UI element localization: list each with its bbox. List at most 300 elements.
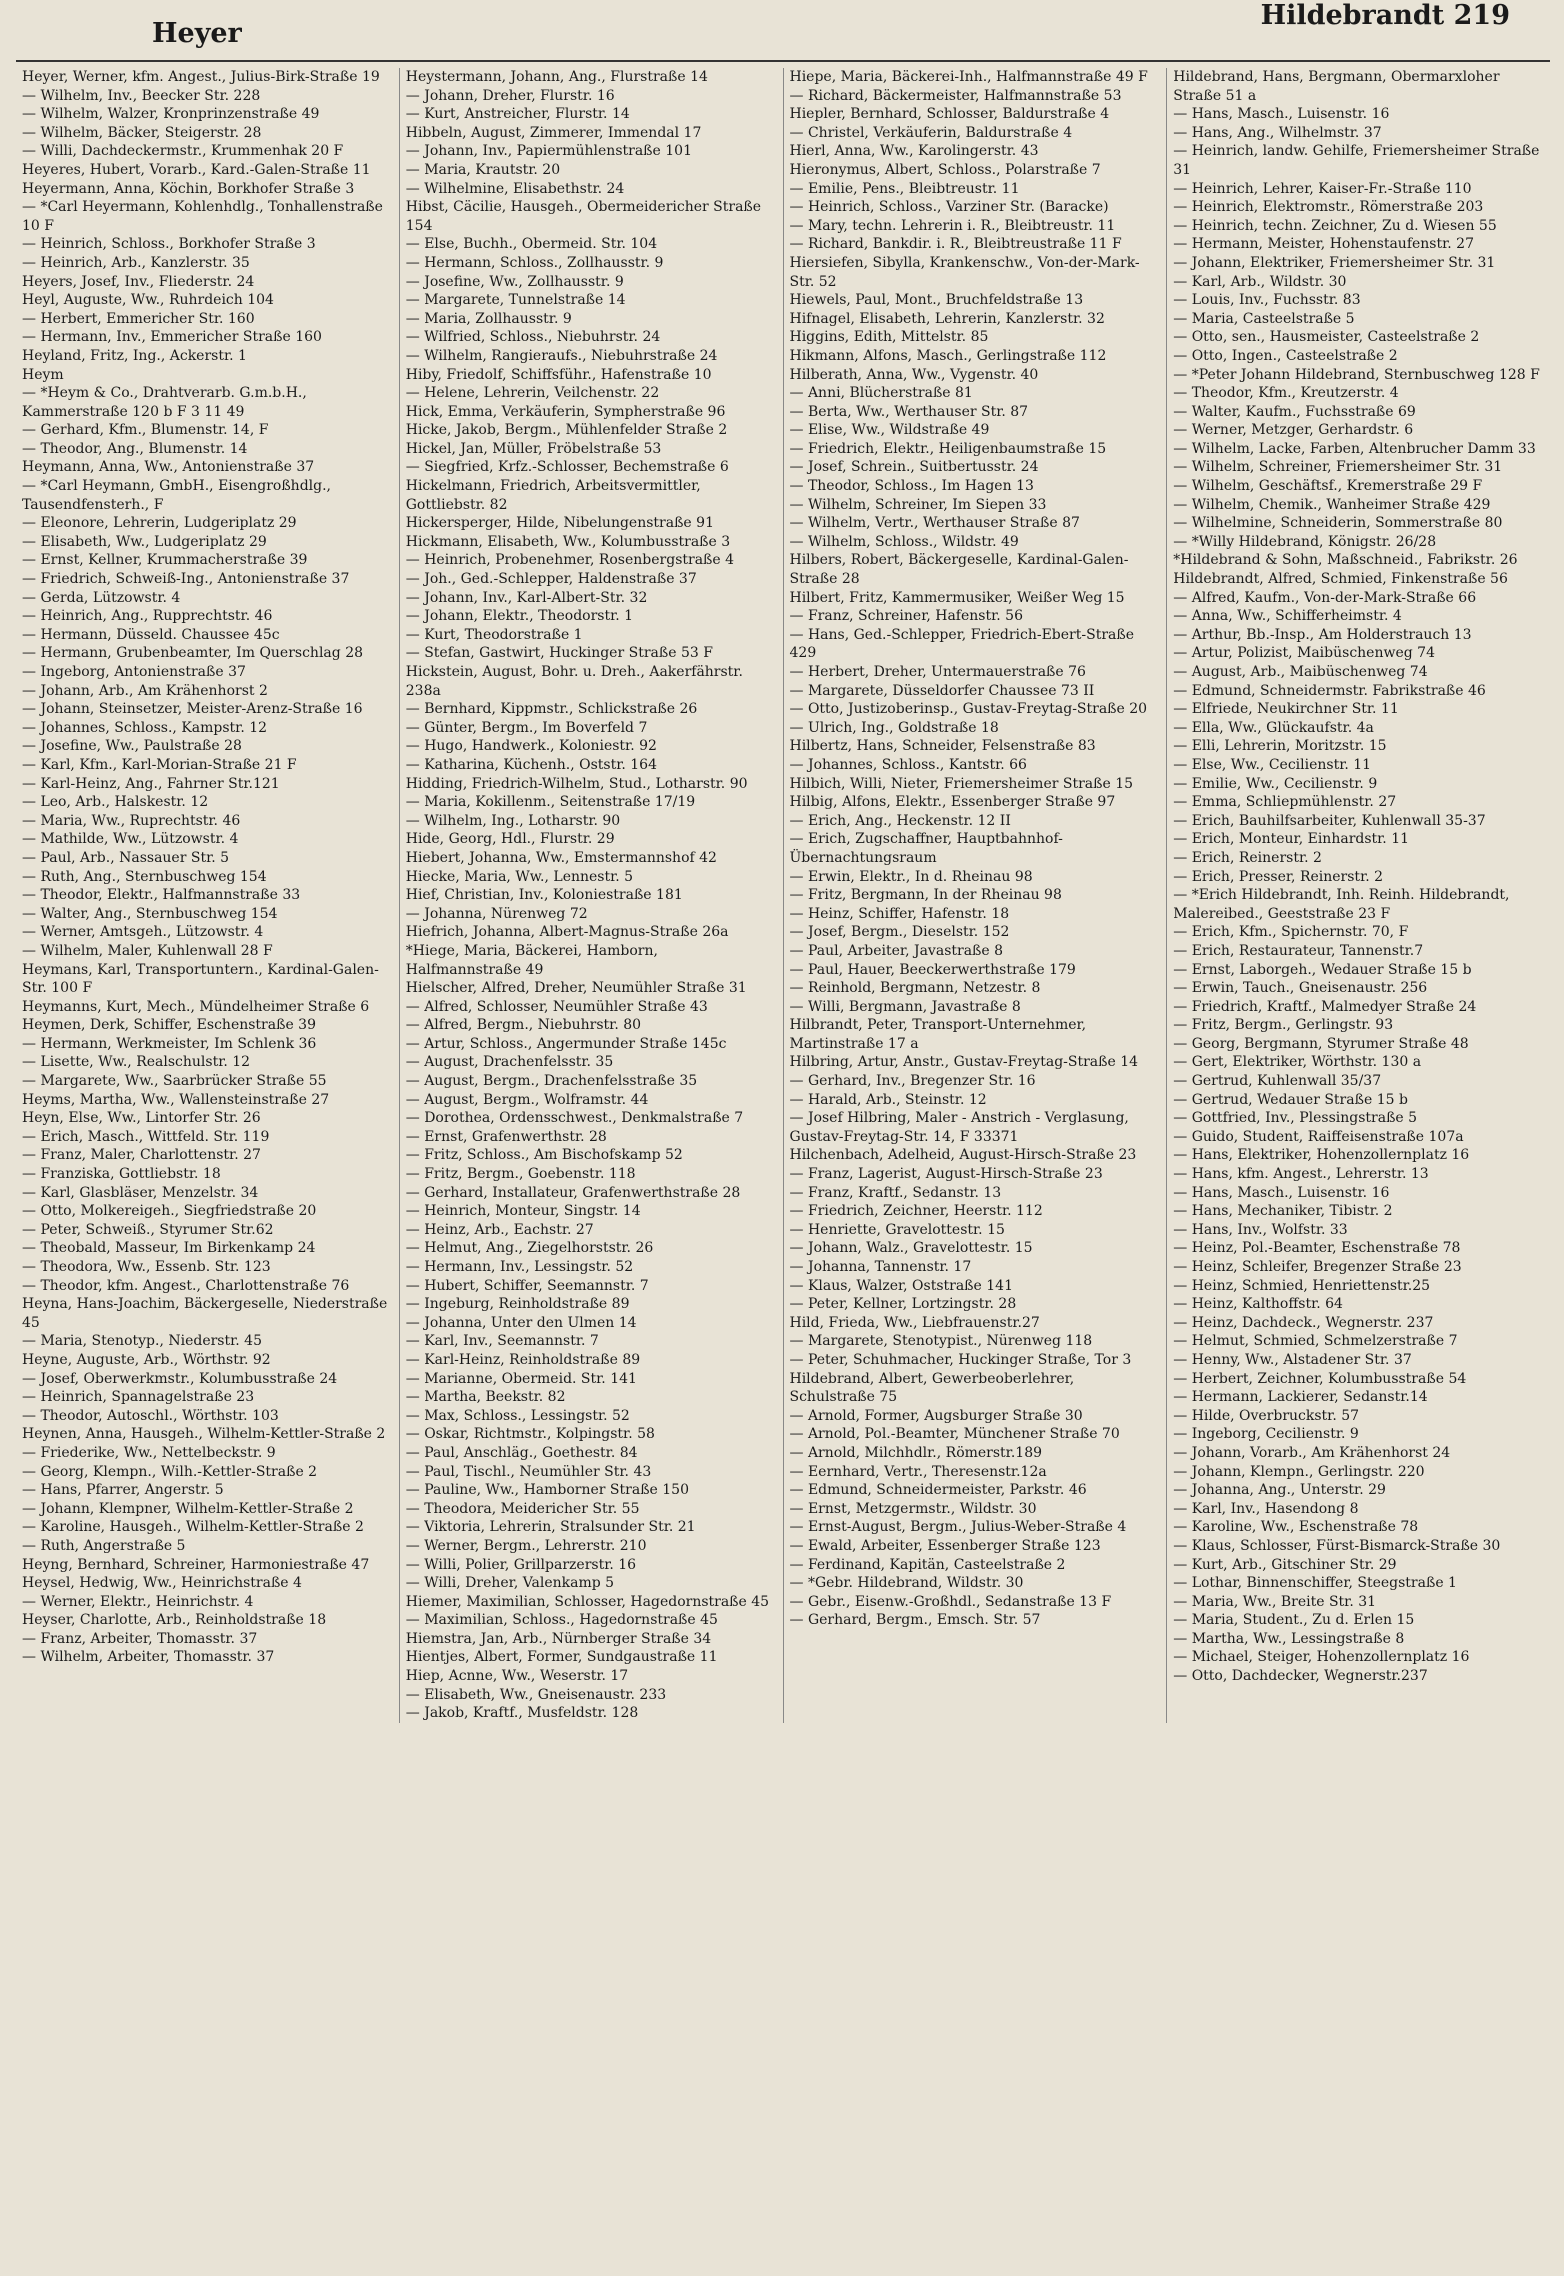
directory-entry: — Hans, Inv., Wolfstr. 33 xyxy=(1173,1221,1348,1238)
directory-entry: — Hubert, Schiffer, Seemannstr. 7 xyxy=(405,1277,649,1294)
directory-entry: — Wilhelm, Lacke, Farben, Altenbrucher Damm 33 xyxy=(1173,440,1536,457)
directory-entry: — Alfred, Schlosser, Neumühler Straße 43 xyxy=(405,998,708,1015)
directory-entry: — Wilhelm, Arbeiter, Thomasstr. 37 xyxy=(22,1649,275,1666)
directory-entry: — *Carl Heyermann, Kohlenhdlg., Tonhallenstraße 10 F xyxy=(22,199,383,234)
directory-entry: — Friedrich, Kraftf., Malmedyer Straße 24 xyxy=(1173,998,1477,1015)
directory-entry: — Hugo, Handwerk., Koloniestr. 92 xyxy=(405,738,657,755)
directory-entry: — Pauline, Ww., Hamborner Straße 150 xyxy=(405,1482,689,1499)
directory-entry: Hilberath, Anna, Ww., Vygenstr. 40 xyxy=(789,366,1039,383)
directory-entry: — Ruth, Ang., Sternbuschweg 154 xyxy=(22,868,267,885)
directory-entry: — Karl, Inv., Hasendong 8 xyxy=(1173,1500,1359,1517)
directory-entry: — Willi, Polier, Grillparzerstr. 16 xyxy=(405,1556,637,1573)
directory-entry: — Heinrich, Monteur, Singstr. 14 xyxy=(405,1203,641,1220)
directory-entry: — Heinz, Pol.-Beamter, Eschenstraße 78 xyxy=(1173,1240,1461,1257)
directory-entry: — Margarete, Stenotypist., Nürenweg 118 xyxy=(789,1333,1093,1350)
directory-entry: — Karl, Kfm., Karl-Morian-Straße 21 F xyxy=(22,756,297,773)
directory-entry: Heym xyxy=(22,366,64,383)
directory-entry: Hildebrand, Albert, Gewerbeoberlehrer, Schulstraße 75 xyxy=(789,1370,1075,1406)
directory-entry: — Johann, Elektr., Theodorstr. 1 xyxy=(405,608,634,625)
directory-entry: — Theodor, Ang., Blumenstr. 14 xyxy=(22,440,248,457)
directory-entry: — Erich, Restaurateur, Tannenstr.7 xyxy=(1173,942,1424,959)
directory-entry: — Theodora, Ww., Essenb. Str. 123 xyxy=(22,1259,271,1275)
directory-entry: — Fritz, Bergm., Goebenstr. 118 xyxy=(405,1166,636,1183)
directory-entry: Hilbert, Fritz, Kammermusiker, Weißer Weg 15 xyxy=(789,589,1125,606)
directory-entry: Hicke, Jakob, Bergm., Mühlenfelder Straße 2 xyxy=(405,422,728,439)
directory-entry: — Franz, Maler, Charlottenstr. 27 xyxy=(22,1147,261,1164)
directory-entry: — Johann, Klempner, Wilhelm-Kettler-Straße 2 xyxy=(22,1500,354,1517)
directory-entry: Heyng, Bernhard, Schreiner, Harmoniestraße 47 xyxy=(22,1556,370,1573)
directory-entry: — Johann, Elektriker, Friemersheimer Str. 31 xyxy=(1173,254,1496,271)
directory-entry: Hiecke, Maria, Ww., Lennestr. 5 xyxy=(405,868,634,885)
directory-entry: — Erwin, Elektr., In d. Rheinau 98 xyxy=(789,868,1033,885)
directory-entry: — Richard, Bäckermeister, Halfmannstraße 53 xyxy=(789,87,1122,104)
directory-entry: — Hans, kfm. Angest., Lehrerstr. 13 xyxy=(1173,1166,1429,1183)
directory-entry: — Berta, Ww., Werthauser Str. 87 xyxy=(789,403,1029,420)
directory-entry: — Arnold, Former, Augsburger Straße 30 xyxy=(789,1407,1083,1424)
directory-entry: Heyeres, Hubert, Vorarb., Kard.-Galen-Straße 11 xyxy=(22,161,371,178)
page-header xyxy=(16,0,1550,62)
directory-entry: — Oskar, Richtmstr., Kolpingstr. 58 xyxy=(405,1426,655,1443)
directory-entry: Hiemstra, Jan, Arb., Nürnberger Straße 34 xyxy=(405,1630,712,1647)
directory-entry: — Ernst, Kellner, Krummacherstraße 39 xyxy=(22,552,308,569)
directory-entry: *Hiege, Maria, Bäckerei, Hamborn, Halfmannstraße 49 xyxy=(405,942,658,978)
directory-entry: — Maria, Ww., Ruprechtstr. 46 xyxy=(22,812,241,829)
directory-entry: — Klaus, Schlosser, Fürst-Bismarck-Straße 30 xyxy=(1173,1537,1501,1554)
directory-entry: Heyer, Werner, kfm. Angest., Julius-Birk-Straße 19 xyxy=(22,69,380,85)
directory-entry: — Wilhelmine, Elisabethstr. 24 xyxy=(405,180,625,197)
directory-entry: Hiebert, Johanna, Ww., Emstermannshof 42 xyxy=(405,849,717,866)
directory-entry: — Friedrich, Elektr., Heiligenbaumstraße 15 xyxy=(789,440,1107,457)
directory-entry: — Karoline, Hausgeh., Wilhelm-Kettler-Straße 2 xyxy=(22,1519,364,1536)
directory-entry: Heyermann, Anna, Köchin, Borkhofer Straße 3 xyxy=(22,180,355,197)
directory-entry: — Theodor, Kfm., Kreutzerstr. 4 xyxy=(1173,385,1399,402)
directory-entry: — Paul, Arb., Nassauer Str. 5 xyxy=(22,849,230,866)
directory-entry: — Ernst, Laborgeh., Wedauer Straße 15 b xyxy=(1173,961,1472,978)
column-4 xyxy=(1166,68,1550,1723)
directory-entry: — Hermann, Inv., Emmericher Straße 160 xyxy=(22,329,322,346)
directory-entry: — Erich, Reinerstr. 2 xyxy=(1173,849,1322,866)
directory-entry: — Johanna, Tannenstr. 17 xyxy=(789,1259,972,1275)
directory-entry: — Karl-Heinz, Ang., Fahrner Str.121 xyxy=(22,775,280,792)
directory-entry: — Willi, Dreher, Valenkamp 5 xyxy=(405,1575,615,1592)
directory-entry: — Eernhard, Vertr., Theresenstr.12a xyxy=(789,1463,1047,1480)
directory-entry: — Fritz, Bergm., Gerlingstr. 93 xyxy=(1173,1017,1394,1034)
column-1 xyxy=(16,68,399,1723)
directory-entry: — Edmund, Schneidermeister, Parkstr. 46 xyxy=(789,1482,1087,1499)
directory-entry: — Erich, Presser, Reinerstr. 2 xyxy=(1173,868,1384,885)
directory-entry: — Helene, Lehrerin, Veilchenstr. 22 xyxy=(405,385,660,402)
directory-entry: — Hans, Masch., Luisenstr. 16 xyxy=(1173,106,1390,123)
directory-entry: — Friedrich, Schweiß-Ing., Antonienstraße 37 xyxy=(22,571,350,588)
directory-entry: Hilbig, Alfons, Elektr., Essenberger Straße 97 xyxy=(789,794,1116,811)
directory-entry: — Johann, Dreher, Flurstr. 16 xyxy=(405,87,615,104)
directory-entry: — Marianne, Obermeid. Str. 141 xyxy=(405,1370,637,1387)
directory-entry: — Wilhelm, Schreiner, Im Siepen 33 xyxy=(789,496,1047,513)
directory-entry: — Harald, Arb., Steinstr. 12 xyxy=(789,1091,987,1108)
directory-entry: — Franz, Arbeiter, Thomasstr. 37 xyxy=(22,1630,258,1647)
directory-entry: — Margarete, Tunnelstraße 14 xyxy=(405,292,626,309)
directory-entry: — Johann, Inv., Papiermühlenstraße 101 xyxy=(405,143,692,160)
directory-entry: — Kurt, Arb., Gitschiner Str. 29 xyxy=(1173,1556,1397,1573)
directory-entry: — Maria, Student., Zu d. Erlen 15 xyxy=(1173,1612,1415,1629)
directory-entry: — Gottfried, Inv., Plessingstraße 5 xyxy=(1173,1110,1418,1127)
directory-entry: — Emilie, Ww., Cecilienstr. 9 xyxy=(1173,775,1378,792)
directory-entry: — Dorothea, Ordensschwest., Denkmalstraße 7 xyxy=(405,1110,744,1127)
directory-entry: — Peter, Schuhmacher, Huckinger Straße, Tor 3 xyxy=(789,1351,1132,1368)
directory-entry: — Herbert, Zeichner, Kolumbusstraße 54 xyxy=(1173,1370,1467,1387)
directory-entry: — Wilhelmine, Schneiderin, Sommerstraße 80 xyxy=(1173,515,1503,532)
directory-entry: — *Peter Johann Hildebrand, Sternbuschweg 128 F xyxy=(1173,366,1540,383)
directory-entry: — Herbert, Dreher, Untermauerstraße 76 xyxy=(789,664,1086,680)
directory-entry: — Erich, Monteur, Einhardstr. 11 xyxy=(1173,831,1410,848)
directory-entry: — Friedrich, Zeichner, Heerstr. 112 xyxy=(789,1203,1043,1220)
directory-entry: — Helmut, Ang., Ziegelhorststr. 26 xyxy=(405,1240,654,1257)
directory-entry: — Heinrich, Probenehmer, Rosenbergstraße 4 xyxy=(405,552,735,569)
directory-entry: — Ernst, Grafenwerthstr. 28 xyxy=(405,1128,607,1145)
directory-entry: — Hans, Ged.-Schlepper, Friedrich-Ebert-Straße 429 xyxy=(789,626,1134,662)
directory-entry: — Paul, Hauer, Beeckerwerthstraße 179 xyxy=(789,961,1076,978)
directory-entry: — Theodor, kfm. Angest., Charlottenstraße 76 xyxy=(22,1277,350,1294)
directory-entry: — Hans, Masch., Luisenstr. 16 xyxy=(1173,1184,1390,1201)
directory-entry: — Johannes, Schloss., Kampstr. 12 xyxy=(22,719,268,736)
directory-entry: — Edmund, Schneidermstr. Fabrikstraße 46 xyxy=(1173,682,1486,699)
directory-entry: — Kurt, Anstreicher, Flurstr. 14 xyxy=(405,106,630,123)
column-2 xyxy=(399,68,783,1723)
directory-entry: — Theodor, Autoschl., Wörthstr. 103 xyxy=(22,1407,279,1424)
directory-entry: — Günter, Bergm., Im Boverfeld 7 xyxy=(405,719,648,736)
directory-entry: — Ingeburg, Reinholdstraße 89 xyxy=(405,1296,630,1313)
directory-entry: Hiefrich, Johanna, Albert-Magnus-Straße 26a xyxy=(405,924,729,941)
directory-entry: — Josefine, Ww., Paulstraße 28 xyxy=(22,738,242,755)
directory-entry: — Johannes, Schloss., Kantstr. 66 xyxy=(789,756,1027,773)
columns xyxy=(16,68,1550,1723)
directory-entry: — Mathilde, Ww., Lützowstr. 4 xyxy=(22,831,239,848)
directory-entry: — Otto, Molkereigeh., Siegfriedstraße 20 xyxy=(22,1203,317,1220)
directory-entry: Heyn, Else, Ww., Lintorfer Str. 26 xyxy=(22,1110,261,1127)
directory-entry: — Maria, Krautstr. 20 xyxy=(405,161,561,178)
directory-entry: — Heinz, Schmied, Henriettenstr.25 xyxy=(1173,1277,1431,1294)
directory-entry: — Franziska, Gottliebstr. 18 xyxy=(22,1166,221,1183)
directory-entry: — Wilhelm, Bäcker, Steigerstr. 28 xyxy=(22,124,262,141)
directory-entry: Heynen, Anna, Hausgeh., Wilhelm-Kettler-Straße 2 xyxy=(22,1426,386,1443)
directory-entry: — Alfred, Bergm., Niebuhrstr. 80 xyxy=(405,1017,642,1034)
directory-entry: — Erich, Zugschaffner, Hauptbahnhof-Übernachtungsraum xyxy=(789,831,1063,866)
directory-entry: — Johann, Steinsetzer, Meister-Arenz-Straße 16 xyxy=(22,701,363,718)
directory-entry: — Wilfried, Schloss., Niebuhrstr. 24 xyxy=(405,329,661,346)
directory-entry: — Josef, Schrein., Suitbertusstr. 24 xyxy=(789,459,1039,476)
directory-entry: — Stefan, Gastwirt, Huckinger Straße 53 F xyxy=(405,645,713,662)
directory-entry: — Heinz, Schiffer, Hafenstr. 18 xyxy=(789,905,1010,922)
directory-entry: Hickmann, Elisabeth, Ww., Kolumbusstraße 3 xyxy=(405,533,731,550)
directory-entry: — Emma, Schliepmühlenstr. 27 xyxy=(1173,794,1397,811)
directory-entry: — Heinrich, Schloss., Varziner Str. (Baracke) xyxy=(789,199,1109,216)
directory-entry: Heystermann, Johann, Ang., Flurstraße 14 xyxy=(405,69,708,85)
directory-entry: — Heinrich, Arb., Kanzlerstr. 35 xyxy=(22,254,250,271)
directory-entry: — Ingeborg, Cecilienstr. 9 xyxy=(1173,1426,1359,1443)
directory-entry: Hickersperger, Hilde, Nibelungenstraße 91 xyxy=(405,515,714,532)
directory-entry: — Hans, Ang., Wilhelmstr. 37 xyxy=(1173,124,1382,141)
directory-entry: Heyms, Martha, Ww., Wallensteinstraße 27 xyxy=(22,1091,330,1108)
directory-entry: Hiemer, Maximilian, Schlosser, Hagedornstraße 45 xyxy=(405,1593,770,1610)
directory-entry: — Anna, Ww., Schifferheimstr. 4 xyxy=(1173,608,1402,625)
directory-entry: — Johanna, Unter den Ulmen 14 xyxy=(405,1314,637,1331)
directory-entry: — Erich, Masch., Wittfeld. Str. 119 xyxy=(22,1128,270,1145)
directory-entry: — Henriette, Gravelottestr. 15 xyxy=(789,1221,1005,1238)
directory-entry: — Elli, Lehrerin, Moritzstr. 15 xyxy=(1173,738,1387,755)
directory-entry: — Artur, Schloss., Angermunder Straße 145c xyxy=(405,1035,727,1052)
directory-entry: — Otto, Dachdecker, Wegnerstr.237 xyxy=(1173,1668,1428,1685)
directory-entry: — Gerhard, Installateur, Grafenwerthstraße 28 xyxy=(405,1184,741,1201)
directory-entry: — Ingeborg, Antonienstraße 37 xyxy=(22,664,246,680)
directory-entry: — Paul, Tischl., Neumühler Str. 43 xyxy=(405,1463,652,1480)
directory-entry: — Elisabeth, Ww., Ludgeriplatz 29 xyxy=(22,533,267,550)
directory-entry: — Ruth, Angerstraße 5 xyxy=(22,1537,186,1554)
directory-entry: — August, Drachenfelsstr. 35 xyxy=(405,1054,614,1071)
directory-entry: Hide, Georg, Hdl., Flurstr. 29 xyxy=(405,831,615,848)
directory-entry: — Wilhelm, Vertr., Werthauser Straße 87 xyxy=(789,515,1080,532)
directory-entry: — Anni, Blücherstraße 81 xyxy=(789,385,973,402)
directory-entry: — Wilhelm, Ing., Lotharstr. 90 xyxy=(405,812,621,829)
directory-entry: — Paul, Anschläg., Goethestr. 84 xyxy=(405,1444,638,1461)
directory-entry: — Erich, Ang., Heckenstr. 12 II xyxy=(789,812,1011,829)
directory-entry: — Hermann, Meister, Hohenstaufenstr. 27 xyxy=(1173,236,1474,253)
directory-entry: — Gert, Elektriker, Wörthstr. 130 a xyxy=(1173,1054,1422,1071)
directory-entry: Heymen, Derk, Schiffer, Eschenstraße 39 xyxy=(22,1017,316,1034)
directory-entry: Hild, Frieda, Ww., Liebfrauenstr.27 xyxy=(789,1314,1040,1331)
directory-entry: — Margarete, Düsseldorfer Chaussee 73 II xyxy=(789,682,1095,699)
directory-entry: — Werner, Elektr., Heinrichstr. 4 xyxy=(22,1593,254,1610)
directory-entry: — Maria, Kokillenm., Seitenstraße 17/19 xyxy=(405,794,696,811)
directory-entry: Hiersiefen, Sibylla, Krankenschw., Von-der-Mark-Str. 52 xyxy=(789,254,1140,290)
directory-entry: — Paul, Arbeiter, Javastraße 8 xyxy=(789,942,1004,959)
directory-entry: — Mary, techn. Lehrerin i. R., Bleibtreustr. 11 xyxy=(789,217,1116,234)
directory-entry: — Hilde, Overbruckstr. 57 xyxy=(1173,1407,1360,1424)
directory-entry: — Theobald, Masseur, Im Birkenkamp 24 xyxy=(22,1240,316,1257)
column-3 xyxy=(783,68,1167,1723)
directory-entry: — Gerda, Lützowstr. 4 xyxy=(22,589,181,606)
directory-entry: *Hildebrand & Sohn, Maßschneid., Fabrikstr. 26 xyxy=(1173,552,1518,569)
directory-entry: — Peter, Schweiß., Styrumer Str.62 xyxy=(22,1221,274,1238)
directory-entry: — Else, Ww., Cecilienstr. 11 xyxy=(1173,756,1372,773)
directory-entry: — Bernhard, Kippmstr., Schlickstraße 26 xyxy=(405,701,698,718)
directory-entry: — Ferdinand, Kapitän, Casteelstraße 2 xyxy=(789,1556,1066,1573)
directory-entry: — Ewald, Arbeiter, Essenberger Straße 123 xyxy=(789,1537,1101,1554)
directory-entry: — Arthur, Bb.-Insp., Am Holderstrauch 13 xyxy=(1173,626,1472,643)
directory-entry: — Fritz, Schloss., Am Bischofskamp 52 xyxy=(405,1147,683,1164)
directory-entry: — Joh., Ged.-Schlepper, Haldenstraße 37 xyxy=(405,571,697,588)
directory-entry: — Gertrud, Wedauer Straße 15 b xyxy=(1173,1091,1408,1108)
directory-entry: — Reinhold, Bergmann, Netzestr. 8 xyxy=(789,980,1041,997)
directory-entry: — Karl-Heinz, Reinholdstraße 89 xyxy=(405,1351,641,1368)
directory-entry: — Ulrich, Ing., Goldstraße 18 xyxy=(789,719,999,736)
directory-entry: — Hermann, Schloss., Zollhausstr. 9 xyxy=(405,254,664,271)
directory-entry: Higgins, Edith, Mittelstr. 85 xyxy=(789,329,989,346)
directory-entry: Hielscher, Alfred, Dreher, Neumühler Straße 31 xyxy=(405,980,747,997)
directory-entry: Hidding, Friedrich-Wilhelm, Stud., Lotharstr. 90 xyxy=(405,775,748,792)
directory-entry: — August, Bergm., Wolframstr. 44 xyxy=(405,1091,649,1108)
directory-entry: Hildebrandt, Alfred, Schmied, Finkenstraße 56 xyxy=(1173,571,1508,588)
directory-entry: — Gerhard, Kfm., Blumenstr. 14, F xyxy=(22,422,269,439)
directory-entry: — Theodora, Meidericher Str. 55 xyxy=(405,1500,640,1517)
directory-entry: — Johann, Inv., Karl-Albert-Str. 32 xyxy=(405,589,648,606)
directory-entry: — Fritz, Bergmann, In der Rheinau 98 xyxy=(789,887,1062,904)
directory-entry: — *Erich Hildebrandt, Inh. Reinh. Hildebrandt, Malereibed., Geeststraße 23 F xyxy=(1173,887,1510,922)
directory-entry: — Hans, Mechaniker, Tibistr. 2 xyxy=(1173,1203,1393,1220)
directory-entry: — Hermann, Lackierer, Sedanstr.14 xyxy=(1173,1389,1428,1406)
directory-entry: — Leo, Arb., Halskestr. 12 xyxy=(22,794,209,811)
directory-entry: — Josef, Bergm., Dieselstr. 152 xyxy=(789,924,1010,941)
directory-entry: — Hans, Pfarrer, Angerstr. 5 xyxy=(22,1482,224,1499)
directory-entry: Heymann, Anna, Ww., Antonienstraße 37 xyxy=(22,459,315,476)
directory-entry: — Max, Schloss., Lessingstr. 52 xyxy=(405,1407,630,1424)
directory-entry: — Helmut, Schmied, Schmelzerstraße 7 xyxy=(1173,1333,1458,1350)
directory-entry: — Johanna, Nürenweg 72 xyxy=(405,905,588,922)
directory-entry: Heymanns, Kurt, Mech., Mündelheimer Straße 6 xyxy=(22,998,370,1015)
directory-entry: — Elisabeth, Ww., Gneisenaustr. 233 xyxy=(405,1686,667,1703)
directory-entry: — Hermann, Düsseld. Chaussee 45c xyxy=(22,626,280,643)
directory-entry: — Else, Buchh., Obermeid. Str. 104 xyxy=(405,236,658,253)
directory-entry: Hiep, Acnne, Ww., Weserstr. 17 xyxy=(405,1668,629,1685)
directory-entry: — *Carl Heymann, GmbH., Eisengroßhdlg., Tausendfensterh., F xyxy=(22,478,332,513)
directory-entry: Hiewels, Paul, Mont., Bruchfeldstraße 13 xyxy=(789,292,1084,309)
directory-entry: Hibbeln, August, Zimmerer, Immendal 17 xyxy=(405,124,702,141)
directory-entry: Hikmann, Alfons, Masch., Gerlingstraße 112 xyxy=(789,347,1107,364)
directory-entry: — Wilhelm, Chemik., Wanheimer Straße 429 xyxy=(1173,496,1491,513)
directory-entry: — Ernst, Metzgermstr., Wildstr. 30 xyxy=(789,1500,1037,1517)
directory-entry: — Wilhelm, Geschäftsf., Kremerstraße 29 F xyxy=(1173,478,1483,495)
directory-entry: — Heinrich, Schloss., Borkhofer Straße 3 xyxy=(22,236,316,253)
directory-entry: Hibst, Cäcilie, Hausgeh., Obermeidericher Straße 154 xyxy=(405,199,762,234)
directory-entry: — Eleonore, Lehrerin, Ludgeriplatz 29 xyxy=(22,515,297,532)
directory-entry: — Maria, Stenotyp., Niederstr. 45 xyxy=(22,1333,262,1350)
directory-entry: Heyland, Fritz, Ing., Ackerstr. 1 xyxy=(22,347,247,364)
directory-entry: — Johanna, Ang., Unterstr. 29 xyxy=(1173,1482,1386,1499)
directory-entry: — Johann, Arb., Am Krähenhorst 2 xyxy=(22,682,268,699)
directory-entry: — Martha, Beekstr. 82 xyxy=(405,1389,566,1406)
directory-entry: — Maria, Zollhausstr. 9 xyxy=(405,310,572,327)
directory-entry: — Wilhelm, Schloss., Wildstr. 49 xyxy=(789,533,1019,550)
directory-entry: Hiby, Friedolf, Schiffsführ., Hafenstraße 10 xyxy=(405,366,712,383)
directory-entry: — Franz, Schreiner, Hafenstr. 56 xyxy=(789,608,1023,625)
directory-entry: Hilbich, Willi, Nieter, Friemersheimer Straße 15 xyxy=(789,775,1134,792)
directory-entry: — Heinz, Kalthoffstr. 64 xyxy=(1173,1296,1343,1313)
directory-entry: Hieronymus, Albert, Schloss., Polarstraße 7 xyxy=(789,161,1101,178)
directory-entry: — Siegfried, Krfz.-Schlosser, Bechemstraße 6 xyxy=(405,459,729,476)
directory-entry: — Willi, Bergmann, Javastraße 8 xyxy=(789,998,1021,1015)
directory-entry: — Erwin, Tauch., Gneisenaustr. 256 xyxy=(1173,980,1428,997)
directory-entry: — Georg, Klempn., Wilh.-Kettler-Straße 2 xyxy=(22,1463,318,1480)
directory-entry: — Walter, Ang., Sternbuschweg 154 xyxy=(22,905,278,922)
directory-entry: — Josefine, Ww., Zollhausstr. 9 xyxy=(405,273,624,290)
directory-entry: — Heinrich, Elektromstr., Römerstraße 203 xyxy=(1173,199,1484,216)
directory-entry: — Gertrud, Kuhlenwall 35/37 xyxy=(1173,1073,1382,1090)
directory-entry: — Karl, Inv., Seemannstr. 7 xyxy=(405,1333,599,1350)
directory-entry: Hick, Emma, Verkäuferin, Sympherstraße 96 xyxy=(405,403,726,420)
directory-entry: — Viktoria, Lehrerin, Stralsunder Str. 21 xyxy=(405,1519,696,1536)
directory-entry: — Heinrich, Lehrer, Kaiser-Fr.-Straße 110 xyxy=(1173,180,1472,197)
directory-entry: — Karl, Glasbläser, Menzelstr. 34 xyxy=(22,1184,259,1201)
directory-entry: — Werner, Bergm., Lehrerstr. 210 xyxy=(405,1537,647,1554)
directory-entry: — Erich, Bauhilfsarbeiter, Kuhlenwall 35-37 xyxy=(1173,812,1486,829)
directory-entry: Hiepler, Bernhard, Schlosser, Baldurstraße 4 xyxy=(789,106,1110,123)
directory-entry: — Lisette, Ww., Realschulstr. 12 xyxy=(22,1054,251,1071)
directory-entry: Heyna, Hans-Joachim, Bäckergeselle, Niederstraße 45 xyxy=(22,1296,388,1331)
directory-entry: — Hermann, Werkmeister, Im Schlenk 36 xyxy=(22,1035,317,1052)
directory-entry: — August, Arb., Maibüschenweg 74 xyxy=(1173,664,1428,680)
directory-entry: — Kurt, Theodorstraße 1 xyxy=(405,626,583,643)
directory-entry: — Heinz, Arb., Eachstr. 27 xyxy=(405,1221,594,1238)
directory-entry: — Wilhelm, Walzer, Kronprinzenstraße 49 xyxy=(22,106,320,123)
header-left-term: Heyer xyxy=(152,18,242,49)
directory-entry: — Katharina, Küchenh., Oststr. 164 xyxy=(405,756,657,773)
directory-entry: — Herbert, Emmericher Str. 160 xyxy=(22,310,255,327)
directory-entry: — Arnold, Milchhdlr., Römerstr.189 xyxy=(789,1444,1043,1461)
directory-entry: — Ella, Ww., Glückaufstr. 4a xyxy=(1173,719,1374,736)
directory-entry: Heymans, Karl, Transportuntern., Kardinal-Galen-Str. 100 F xyxy=(22,961,379,997)
directory-entry: — Johann, Klempn., Gerlingstr. 220 xyxy=(1173,1463,1425,1480)
directory-entry: Heyser, Charlotte, Arb., Reinholdstraße 18 xyxy=(22,1612,327,1629)
directory-entry: Hiepe, Maria, Bäckerei-Inh., Halfmannstraße 49 F xyxy=(789,69,1148,85)
directory-entry: Heysel, Hedwig, Ww., Heinrichstraße 4 xyxy=(22,1575,302,1592)
directory-entry: — Gerhard, Bergm., Emsch. Str. 57 xyxy=(789,1612,1041,1629)
directory-entry: — Gebr., Eisenw.-Großhdl., Sedanstraße 13 F xyxy=(789,1593,1112,1610)
directory-entry: — *Heym & Co., Drahtverarb. G.m.b.H., Kammerstraße 120 b F 3 11 49 xyxy=(22,385,307,420)
directory-entry: — Guido, Student, Raiffeisenstraße 107a xyxy=(1173,1128,1464,1145)
directory-entry: Hilbrandt, Peter, Transport-Unternehmer, Martinstraße 17 a xyxy=(789,1017,1087,1052)
directory-entry: Hickelmann, Friedrich, Arbeitsvermittler, Gottliebstr. 82 xyxy=(405,478,701,513)
directory-entry: — Peter, Kellner, Lortzingstr. 28 xyxy=(789,1296,1017,1313)
directory-entry: Hilchenbach, Adelheid, August-Hirsch-Straße 23 xyxy=(789,1147,1137,1164)
directory-entry: — Friederike, Ww., Nettelbeckstr. 9 xyxy=(22,1444,276,1461)
directory-entry: — Hermann, Grubenbeamter, Im Querschlag 28 xyxy=(22,645,364,662)
directory-entry: — Artur, Polizist, Maibüschenweg 74 xyxy=(1173,645,1435,662)
directory-entry: — Hans, Elektriker, Hohenzollernplatz 16 xyxy=(1173,1147,1470,1164)
directory-entry: — Hermann, Inv., Lessingstr. 52 xyxy=(405,1259,634,1275)
directory-entry: — Margarete, Ww., Saarbrücker Straße 55 xyxy=(22,1073,327,1090)
directory-entry: — Otto, Justizoberinsp., Gustav-Freytag-Straße 20 xyxy=(789,701,1148,718)
directory-entry: — Gerhard, Inv., Bregenzer Str. 16 xyxy=(789,1073,1036,1090)
directory-entry: — Wilhelm, Rangieraufs., Niebuhrstraße 24 xyxy=(405,347,718,364)
directory-entry: — Christel, Verkäuferin, Baldurstraße 4 xyxy=(789,124,1073,141)
directory-entry: — Otto, sen., Hausmeister, Casteelstraße 2 xyxy=(1173,329,1480,346)
directory-entry: — Werner, Amtsgeh., Lützowstr. 4 xyxy=(22,924,264,941)
directory-entry: — Erich, Kfm., Spichernstr. 70, F xyxy=(1173,924,1409,941)
directory-entry: — Karoline, Ww., Eschenstraße 78 xyxy=(1173,1519,1419,1536)
directory-entry: — Elise, Ww., Wildstraße 49 xyxy=(789,422,990,439)
directory-entry: — Walter, Kaufm., Fuchsstraße 69 xyxy=(1173,403,1416,420)
directory-entry: — *Gebr. Hildebrand, Wildstr. 30 xyxy=(789,1575,1024,1592)
directory-entry: — Wilhelm, Maler, Kuhlenwall 28 F xyxy=(22,942,273,959)
directory-entry: — Heinrich, landw. Gehilfe, Friemersheimer Straße 31 xyxy=(1173,143,1540,178)
directory-entry: — Theodor, Schloss., Im Hagen 13 xyxy=(789,478,1034,495)
directory-entry: — Alfred, Kaufm., Von-der-Mark-Straße 66 xyxy=(1173,589,1477,606)
directory-entry: Hilbertz, Hans, Schneider, Felsenstraße 83 xyxy=(789,738,1096,755)
directory-entry: — Ernst-August, Bergm., Julius-Weber-Straße 4 xyxy=(789,1519,1127,1536)
directory-entry: — Johann, Vorarb., Am Krähenhorst 24 xyxy=(1173,1444,1451,1461)
directory-entry: — Emilie, Pens., Bleibtreustr. 11 xyxy=(789,180,1020,197)
directory-entry: — Maria, Ww., Breite Str. 31 xyxy=(1173,1593,1377,1610)
directory-entry: Heyne, Auguste, Arb., Wörthstr. 92 xyxy=(22,1351,271,1368)
directory-entry: — Heinz, Schleifer, Bregenzer Straße 23 xyxy=(1173,1259,1462,1275)
directory-entry: — Louis, Inv., Fuchsstr. 83 xyxy=(1173,292,1361,309)
directory-entry: — Franz, Kraftf., Sedanstr. 13 xyxy=(789,1184,1002,1201)
directory-entry: — Arnold, Pol.-Beamter, Münchener Straße 70 xyxy=(789,1426,1120,1443)
directory-entry: — Elfriede, Neukirchner Str. 11 xyxy=(1173,701,1399,718)
directory-entry: — August, Bergm., Drachenfelsstraße 35 xyxy=(405,1073,698,1090)
directory-entry: — *Willy Hildebrand, Königstr. 26/28 xyxy=(1173,533,1437,550)
directory-entry: — Maximilian, Schloss., Hagedornstraße 45 xyxy=(405,1612,718,1629)
directory-entry: — Heinrich, Ang., Rupprechtstr. 46 xyxy=(22,608,273,625)
